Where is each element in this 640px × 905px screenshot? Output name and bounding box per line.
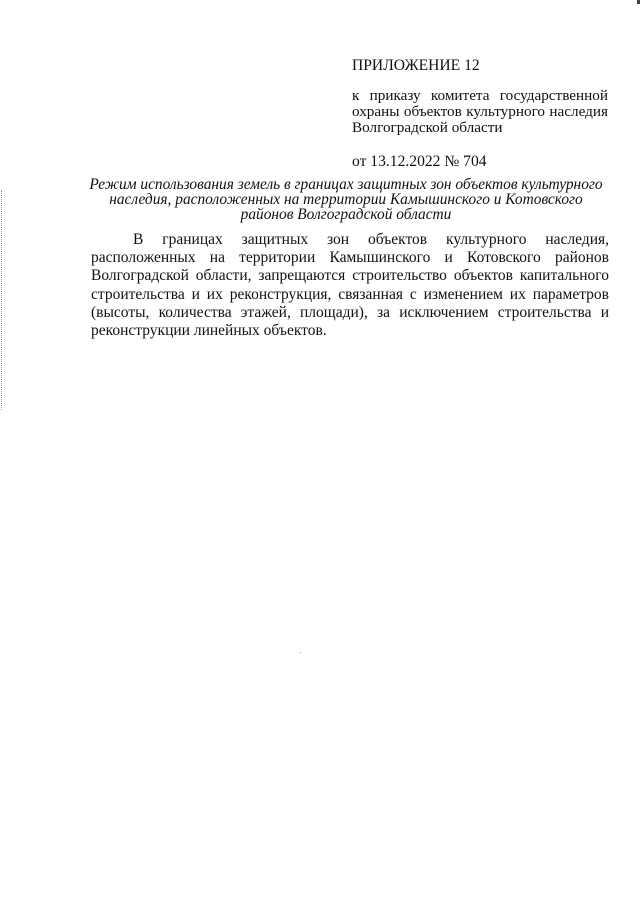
appendix-title: ПРИЛОЖЕНИЕ 12 [352,57,480,74]
document-body-paragraph: В границах защитных зон объектов культурного наследия, расположенных на территории Камышинского и Котовского районов Волгоградской области, запрещаются строительство объектов капитального строительства и их реконструкция, связанная с изменением их параметров (высоты, количества этажей, площади), за исключением строительства и реконструкции линейных объектов. [91,231,609,340]
appendix-date: от 13.12.2022 № 704 [352,153,487,170]
binding-margin-mark [1,190,3,410]
appendix-subtitle: к приказу комитета государственной охраны объектов культурного наследия Волгоградской области [352,87,608,136]
document-heading: Режим использования земель в границах защитных зон объектов культурного наследия, расположенных на территории Камышинского и Котовского районов Волгоградской области [89,176,603,223]
scan-artifact-dot [300,652,301,653]
appendix-block [352,58,608,170]
